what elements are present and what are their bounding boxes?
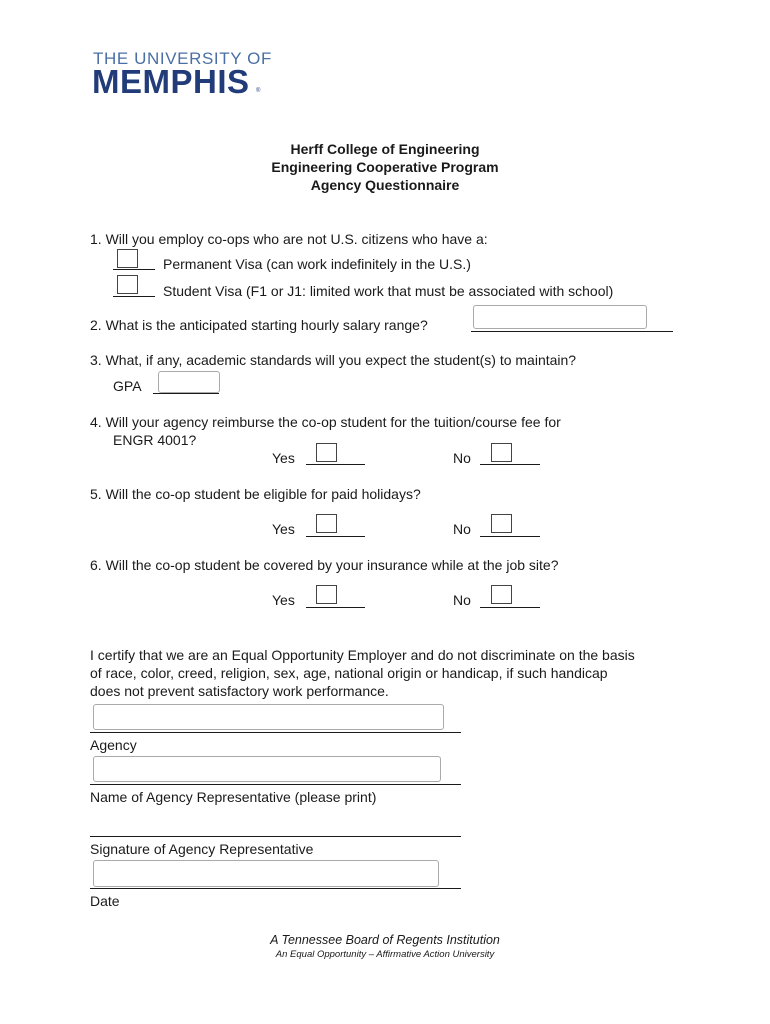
q4-no-checkbox[interactable] (491, 443, 512, 462)
yes-label: Yes (272, 592, 295, 608)
underline (480, 464, 540, 465)
underline (480, 607, 540, 608)
q5-no-checkbox[interactable] (491, 514, 512, 533)
underline (471, 331, 673, 332)
no-label: No (453, 592, 471, 608)
yes-label: Yes (272, 521, 295, 537)
certify-line-2: of race, color, creed, religion, sex, age, national origin or handicap, if such handicap (90, 665, 608, 681)
q4-yes-checkbox[interactable] (316, 443, 337, 462)
date-label: Date (90, 893, 120, 909)
underline (153, 393, 219, 394)
gpa-input[interactable] (158, 371, 220, 393)
logo-university-of: THE UNIVERSITY OF (93, 49, 272, 68)
question-3: 3. What, if any, academic standards will you expect the student(s) to maintain? (90, 352, 577, 368)
no-label: No (453, 450, 471, 466)
agency-label: Agency (90, 737, 137, 753)
logo-memphis: MEMPHIS (92, 63, 250, 100)
question-5: 5. Will the co-op student be eligible for paid holidays? (90, 486, 421, 502)
underline (306, 607, 365, 608)
header-program: Engineering Cooperative Program (271, 159, 499, 175)
student-visa-label: Student Visa (F1 or J1: limited work that must be associated with school) (163, 283, 614, 299)
yes-label: Yes (272, 450, 295, 466)
question-2: 2. What is the anticipated starting hourly salary range? (90, 317, 428, 333)
page-title: Agency Questionnaire (310, 177, 460, 193)
question-6: 6. Will the co-op student be covered by your insurance while at the job site? (90, 557, 559, 573)
header-college: Herff College of Engineering (290, 141, 480, 157)
underline (90, 732, 461, 733)
permanent-visa-checkbox[interactable] (117, 249, 138, 268)
underline (113, 269, 155, 270)
question-4-course: ENGR 4001? (113, 432, 197, 448)
q6-yes-checkbox[interactable] (316, 585, 337, 604)
question-4: 4. Will your agency reimburse the co-op student for the tuition/course fee for (90, 414, 561, 430)
q5-yes-checkbox[interactable] (316, 514, 337, 533)
rep-name-input[interactable] (93, 756, 441, 782)
signature-label: Signature of Agency Representative (90, 841, 314, 857)
salary-range-input[interactable] (473, 305, 647, 329)
certify-line-1: I certify that we are an Equal Opportunity Employer and do not discriminate on the basis (90, 647, 635, 663)
certify-line-3: does not prevent satisfactory work performance. (90, 683, 389, 699)
question-1: 1. Will you employ co-ops who are not U.S. citizens who have a: (90, 231, 488, 247)
permanent-visa-label: Permanent Visa (can work indefinitely in the U.S.) (163, 256, 471, 272)
underline (90, 888, 461, 889)
student-visa-checkbox[interactable] (117, 275, 138, 294)
no-label: No (453, 521, 471, 537)
q6-no-checkbox[interactable] (491, 585, 512, 604)
signature-line[interactable] (90, 836, 461, 837)
underline (306, 464, 365, 465)
underline (480, 536, 540, 537)
logo-registered-mark: ® (256, 88, 261, 94)
underline (306, 536, 365, 537)
agency-input[interactable] (93, 704, 444, 730)
rep-name-label: Name of Agency Representative (please print) (90, 789, 377, 805)
footer-eo-statement: An Equal Opportunity – Affirmative Action University (275, 949, 495, 960)
footer-institution: A Tennessee Board of Regents Institution (270, 933, 500, 947)
underline (90, 784, 461, 785)
gpa-label: GPA (113, 378, 142, 394)
date-input[interactable] (93, 860, 439, 887)
underline (113, 296, 155, 297)
